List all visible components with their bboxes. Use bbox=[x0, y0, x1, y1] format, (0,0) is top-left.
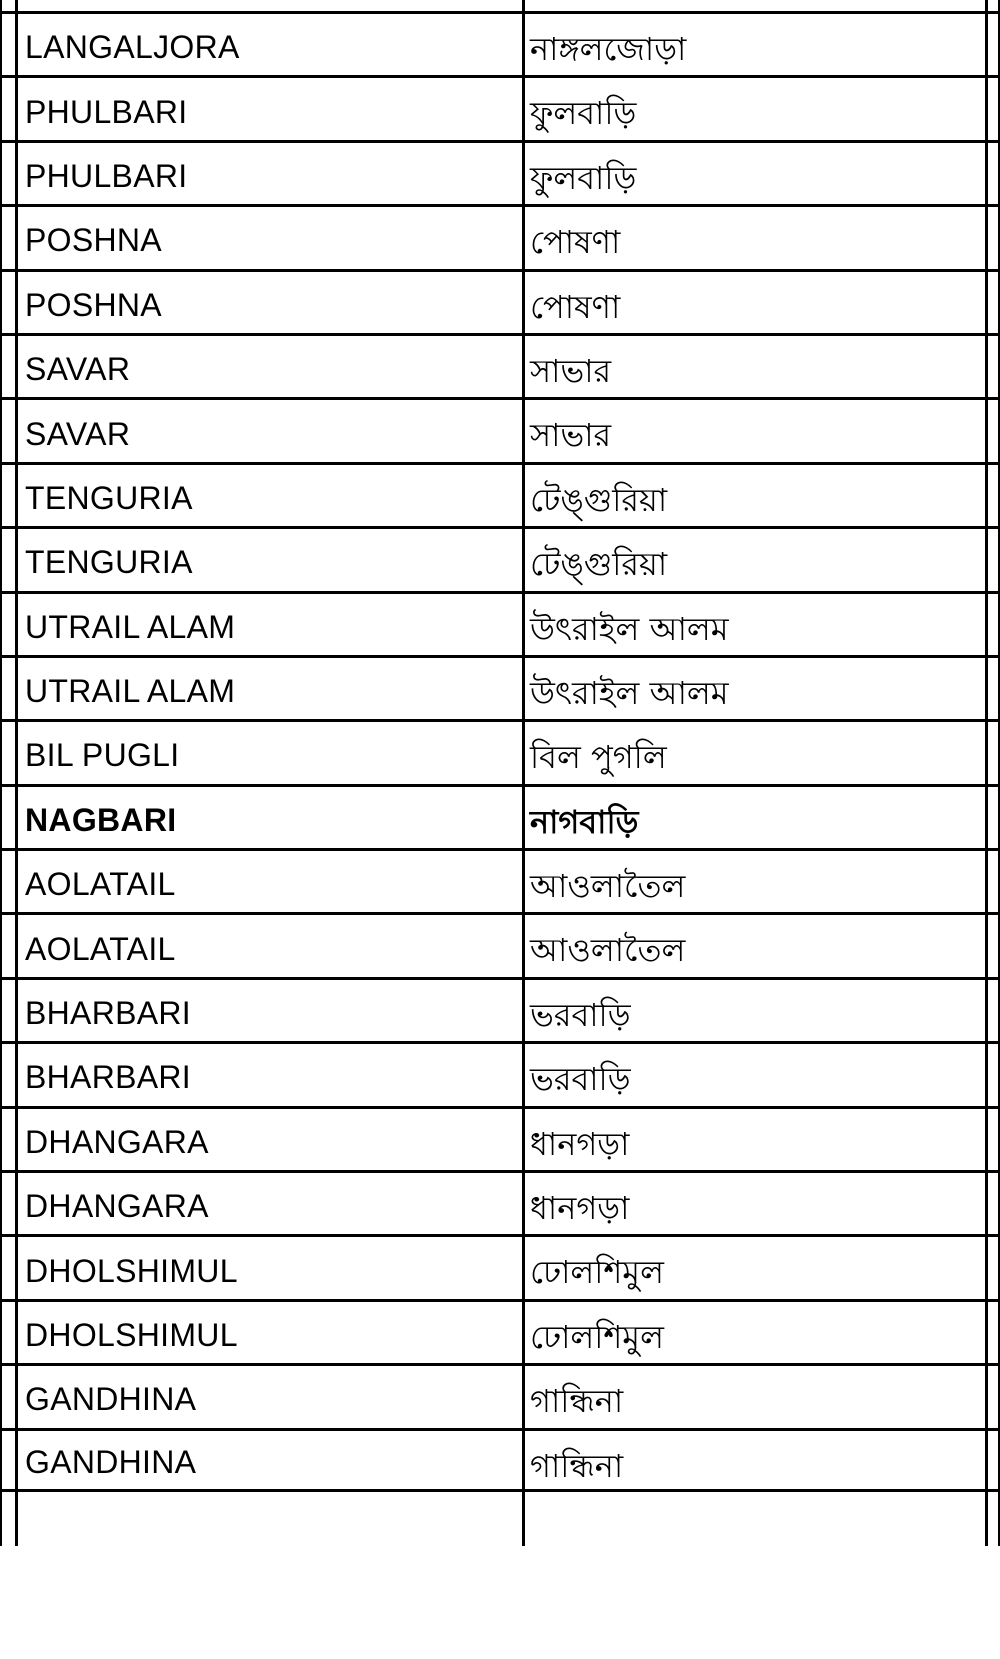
bengali-name-cell: আওলাতৈল bbox=[530, 867, 686, 906]
table-row bbox=[0, 11, 1000, 75]
english-name-cell: PHULBARI bbox=[25, 93, 188, 130]
table-row bbox=[0, 140, 1000, 204]
table-row bbox=[0, 269, 1000, 333]
table-row bbox=[0, 1041, 1000, 1105]
bengali-name-cell: ঢোলশিমুল bbox=[530, 1253, 664, 1292]
english-name-cell: AOLATAIL bbox=[25, 866, 176, 903]
table-header-cutoff bbox=[0, 0, 1000, 11]
bengali-name-cell: গান্ধিনা bbox=[530, 1446, 624, 1485]
table-row bbox=[0, 784, 1000, 848]
bengali-name-cell: বিল পুগলি bbox=[530, 738, 667, 777]
english-name-cell: SAVAR bbox=[25, 351, 131, 388]
english-name-cell: AOLATAIL bbox=[25, 930, 176, 967]
english-name-cell: LANGALJORA bbox=[25, 29, 240, 66]
bengali-name-cell: পোষণা bbox=[530, 287, 621, 326]
table-row bbox=[0, 75, 1000, 139]
bengali-name-cell: ধানগড়া bbox=[530, 1189, 630, 1228]
table-row bbox=[0, 591, 1000, 655]
bengali-name-cell: ফুলবাড়ি bbox=[530, 94, 637, 133]
english-name-cell: GANDHINA bbox=[25, 1444, 197, 1481]
bengali-name-cell: ধানগড়া bbox=[530, 1124, 630, 1163]
table-row bbox=[0, 977, 1000, 1041]
table-row bbox=[0, 655, 1000, 719]
table-row bbox=[0, 1170, 1000, 1234]
english-name-cell: SAVAR bbox=[25, 415, 131, 452]
english-name-cell: BHARBARI bbox=[25, 1059, 191, 1096]
table-row bbox=[0, 1363, 1000, 1427]
bengali-name-cell: টেঙ্গুরিয়া bbox=[530, 480, 668, 519]
bengali-name-cell: পোষণা bbox=[530, 223, 621, 262]
table-row bbox=[0, 719, 1000, 783]
bengali-name-cell: সাভার bbox=[530, 416, 612, 455]
bengali-name-cell: ভরবাড়ি bbox=[530, 995, 631, 1034]
table-row bbox=[0, 1299, 1000, 1363]
english-name-cell: DHANGARA bbox=[25, 1123, 209, 1160]
english-name-cell: POSHNA bbox=[25, 222, 162, 259]
english-name-cell: PHULBARI bbox=[25, 157, 188, 194]
table-row bbox=[0, 848, 1000, 912]
bengali-name-cell: নাগবাড়ি bbox=[530, 802, 639, 841]
table-row bbox=[0, 204, 1000, 268]
table-row bbox=[0, 526, 1000, 590]
english-name-cell: TENGURIA bbox=[25, 479, 193, 516]
table-body bbox=[0, 11, 1000, 1492]
bengali-name-cell: নাঙ্গলজোড়া bbox=[530, 30, 687, 68]
bengali-name-cell: উৎরাইল আলম bbox=[530, 609, 729, 648]
table-row bbox=[0, 912, 1000, 976]
table-row bbox=[0, 1428, 1000, 1492]
table-row bbox=[0, 462, 1000, 526]
table-row bbox=[0, 397, 1000, 461]
table-row bbox=[0, 333, 1000, 397]
english-name-cell: TENGURIA bbox=[25, 544, 193, 581]
bengali-name-cell: টেঙ্গুরিয়া bbox=[530, 545, 668, 584]
bengali-name-cell: ফুলবাড়ি bbox=[530, 158, 637, 197]
english-name-cell: UTRAIL ALAM bbox=[25, 673, 236, 710]
bengali-name-cell: আওলাতৈল bbox=[530, 931, 686, 970]
bengali-name-cell: ঢোলশিমুল bbox=[530, 1317, 664, 1356]
bengali-name-cell: ভরবাড়ি bbox=[530, 1060, 631, 1099]
bengali-name-cell: উৎরাইল আলম bbox=[530, 673, 729, 712]
table-row bbox=[0, 1106, 1000, 1170]
english-name-cell: NAGBARI bbox=[25, 801, 177, 838]
english-name-cell: BIL PUGLI bbox=[25, 737, 180, 774]
english-name-cell: POSHNA bbox=[25, 286, 162, 323]
english-name-cell: UTRAIL ALAM bbox=[25, 608, 236, 645]
english-name-cell: DHOLSHIMUL bbox=[25, 1317, 238, 1353]
english-name-cell: DHOLSHIMUL bbox=[25, 1252, 238, 1289]
english-name-cell: GANDHINA bbox=[25, 1381, 197, 1418]
bengali-name-cell: সাভার bbox=[530, 351, 612, 390]
bengali-name-cell: গান্ধিনা bbox=[530, 1382, 624, 1421]
english-name-cell: BHARBARI bbox=[25, 995, 191, 1032]
english-name-cell: DHANGARA bbox=[25, 1188, 209, 1225]
table-row bbox=[0, 1234, 1000, 1298]
